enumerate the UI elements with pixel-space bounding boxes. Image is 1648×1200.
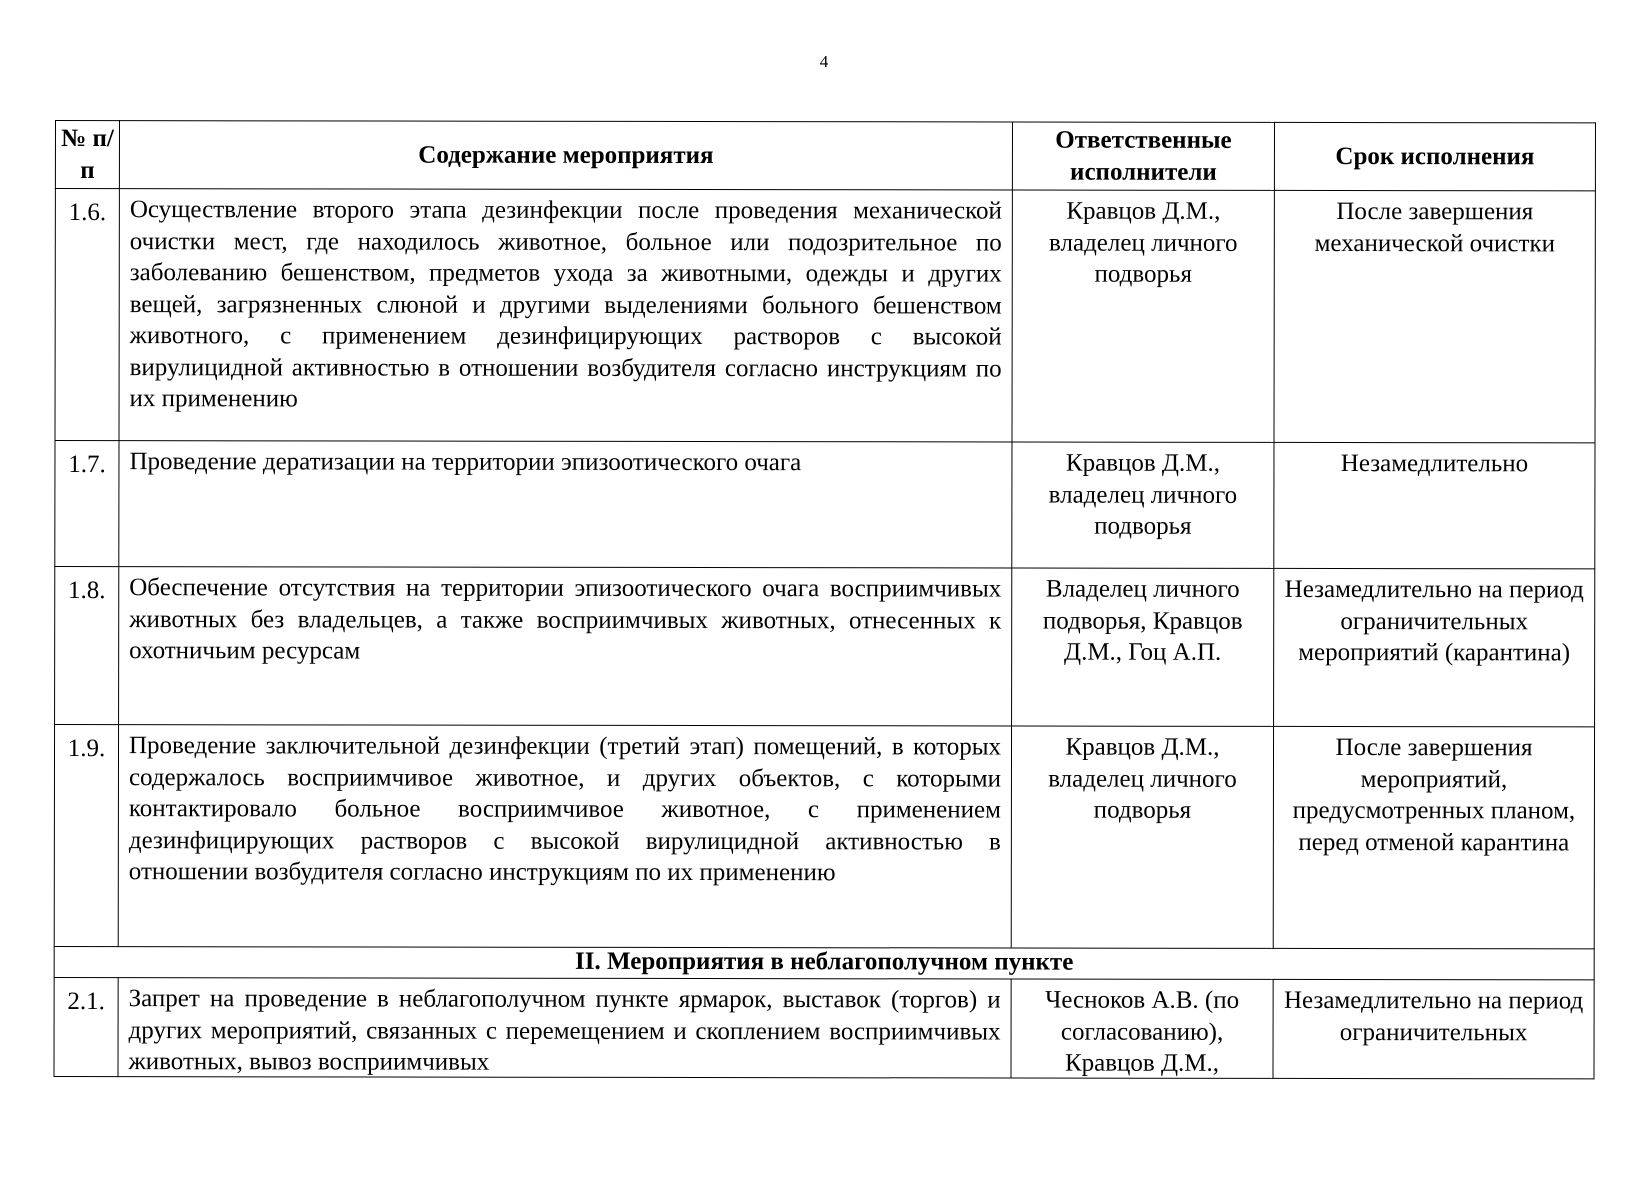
row-responsible: Кравцов Д.М., владелец личного подворья: [1011, 726, 1273, 948]
row-deadline-text: Незамедлительно на период ограничительных: [1283, 986, 1584, 1046]
row-responsible: Кравцов Д.М., владелец личного подворья: [1012, 190, 1274, 442]
row-number: 1.7.: [55, 441, 119, 567]
table-row: [55, 441, 1595, 569]
row-content: [118, 978, 1011, 1078]
row-content: Проведение заключительной дезинфекции (третий этап) помещений, в которых содержалось восприимчивое животное, и других объектов, с которыми контактировало больное восприимчивое животное, с применением дезинфицирующих растворов с высокой вирулицидной активностью в отношении возбудителя согласно инструкциям по их применению: [118, 725, 1011, 948]
action-plan-table: [53, 120, 1596, 1079]
row-responsible-text: Чесноков А.В. (по согласованию), Кравцов Д.М.,: [1045, 986, 1240, 1077]
header-content: Содержание мероприятия: [119, 121, 1012, 190]
row-deadline: После завершения мероприятий, предусмотренных планом, перед отменой карантина: [1273, 726, 1594, 949]
row-responsible: [1011, 979, 1273, 1078]
row-content-text: Запрет на проведение в неблагополучном пункте ярмарок, выставок (торгов) и других мероприятий, связанных с перемещением и скоплением восприимчивых животных, вывоз восприимчивых: [128, 985, 1001, 1076]
table-row: [54, 977, 1594, 1078]
section-header-row: [54, 946, 1594, 979]
row-number: 1.9.: [54, 725, 118, 947]
table-row: [55, 567, 1595, 727]
header-deadline: Срок исполнения: [1274, 122, 1595, 191]
table-header-row: [55, 121, 1595, 191]
row-deadline: После завершения механической очистки: [1274, 190, 1595, 443]
section-title: II. Мероприятия в неблагополучном пункте: [54, 946, 1594, 979]
row-number: 1.6.: [55, 189, 119, 441]
page-number: 4: [819, 52, 829, 71]
row-number: 2.1.: [54, 977, 118, 1076]
table-row: [55, 189, 1595, 443]
row-deadline: [1273, 979, 1594, 1079]
row-content: Обеспечение отсутствия на территории эпизоотического очага восприимчивых животных без владельцев, а также восприимчивых животных, отнесенных к охотничьим ресурсам: [119, 567, 1012, 726]
row-content: Проведение дератизации на территории эпизоотического очага: [119, 441, 1012, 568]
row-content: Осуществление второго этапа дезинфекции после проведения механической очистки мест, где находилось животное, больное или подозрительное по заболеванию бешенством, предметов ухода за животными, одежды и других вещей, загрязненных слюной и другими выделениями больного бешенством животного, с применением дезинфицирующих растворов с высокой вирулицидной активностью в отношении возбудителя согласно инструкциям по их применению: [119, 189, 1012, 442]
header-number: № п/п: [55, 121, 119, 189]
row-number: 1.8.: [55, 567, 119, 725]
row-deadline: Незамедлительно на период ограничительных мероприятий (карантина): [1274, 568, 1595, 727]
row-responsible: Владелец личного подворья, Кравцов Д.М., Гоц А.П.: [1012, 568, 1274, 726]
table-row: [54, 725, 1594, 949]
row-responsible: Кравцов Д.М., владелец личного подворья: [1012, 442, 1274, 568]
row-deadline: Незамедлительно: [1274, 442, 1595, 569]
header-responsible: Ответственные исполнители: [1012, 122, 1274, 190]
